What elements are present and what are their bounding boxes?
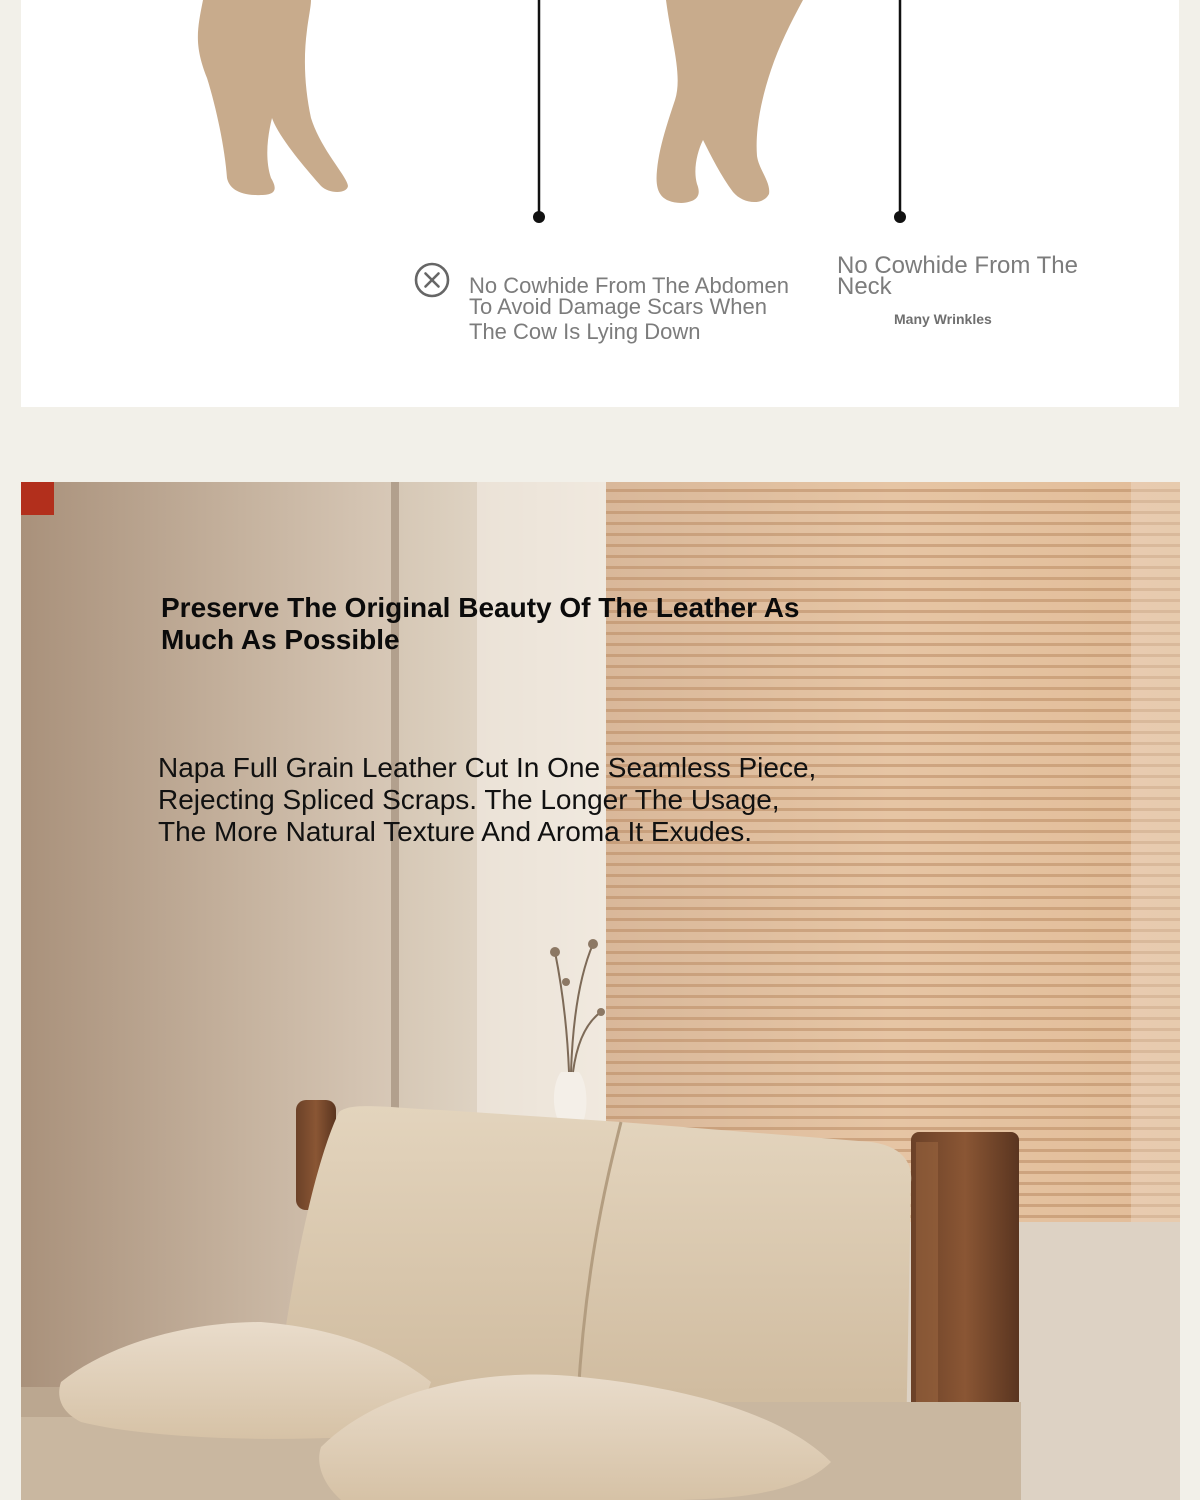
neck-note-line: No Cowhide From The bbox=[837, 252, 1078, 279]
cow-right-leg bbox=[657, 0, 803, 203]
headline-line: Preserve The Original Beauty Of The Leather As bbox=[161, 592, 800, 623]
headline-line: Much As Possible bbox=[161, 624, 400, 655]
leather-description bbox=[158, 752, 918, 848]
abdomen-pointer-dot bbox=[533, 211, 545, 223]
neck-note-line: Neck bbox=[837, 273, 892, 300]
cow-left-leg bbox=[198, 0, 348, 195]
accent-square-icon bbox=[21, 482, 54, 515]
cowhide-diagram-panel bbox=[21, 0, 1179, 407]
description-line: Rejecting Spliced Scraps. The Longer The Usage, bbox=[158, 784, 780, 815]
leather-headline bbox=[161, 592, 881, 656]
abdomen-note-line: No Cowhide From The Abdomen bbox=[469, 273, 789, 298]
cow-illustration bbox=[21, 0, 1179, 407]
neck-pointer-dot bbox=[894, 211, 906, 223]
bedroom-photo bbox=[21, 482, 1180, 1500]
abdomen-note-line: To Avoid Damage Scars When bbox=[469, 294, 767, 319]
abdomen-note bbox=[469, 275, 819, 342]
abdomen-note-line: The Cow Is Lying Down bbox=[469, 319, 701, 344]
neck-note-subtitle: Many Wrinkles bbox=[894, 311, 992, 327]
x-circle-icon bbox=[414, 262, 450, 298]
vase bbox=[554, 1072, 587, 1122]
neck-note bbox=[837, 252, 1117, 300]
description-line: Napa Full Grain Leather Cut In One Seamless Piece, bbox=[158, 752, 817, 783]
description-line: The More Natural Texture And Aroma It Exudes. bbox=[158, 816, 753, 847]
